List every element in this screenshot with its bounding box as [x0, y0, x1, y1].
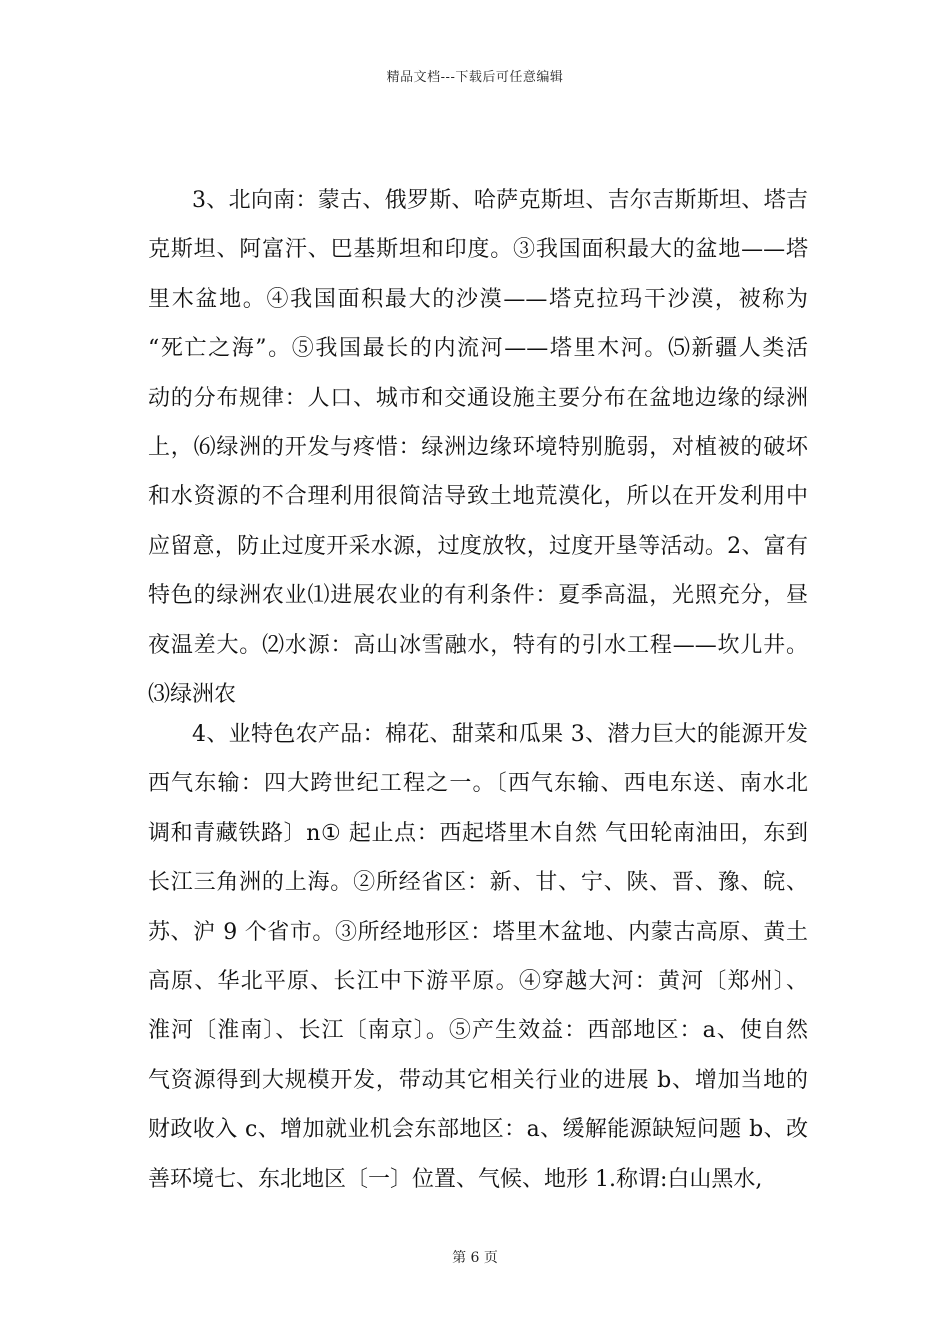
text-line: 3、北向南：蒙古、俄罗斯、哈萨克斯坦、吉尔吉斯斯坦、塔吉	[192, 188, 808, 213]
text-line: 善环境七、东北地区〔一〕位置、气候、地形 1.称谓:白山黑水,	[148, 1166, 763, 1192]
text-line: 应留意，防止过度开采水源，过度放牧，过度开垦等活动。2、富有	[148, 533, 808, 559]
text-line: ⑶绿洲农	[148, 681, 237, 707]
text-line: 淮河〔淮南〕、长江〔南京〕。⑤产生效益：西部地区：a、使自然	[148, 1018, 808, 1044]
text-line: 财政收入 c、增加就业机会东部地区：a、缓解能源缺短问题 b、改	[148, 1117, 808, 1143]
text-line: 气资源得到大规模开发，带动其它相关行业的进展 b、增加当地的	[148, 1067, 808, 1093]
text-line: 苏、沪 9 个省市。③所经地形区：塔里木盆地、内蒙古高原、黄土	[148, 919, 808, 945]
text-line: “死亡之海”。⑤我国最长的内流河——塔里木河。⑸新疆人类活	[148, 336, 808, 362]
text-line: 特色的绿洲农业⑴进展农业的有利条件：夏季高温，光照充分，昼	[148, 583, 808, 609]
text-line: 调和青藏铁路〕n① 起止点：西起塔里木自然 气田轮南油田，东到	[148, 820, 808, 846]
text-line: 里木盆地。④我国面积最大的沙漠——塔克拉玛干沙漠，被称为	[148, 286, 808, 312]
text-line: 西气东输：四大跨世纪工程之一。〔西气东输、西电东送、南水北	[148, 771, 808, 797]
text-line: 克斯坦、阿富汗、巴基斯坦和印度。③我国面积最大的盆地——塔	[148, 237, 808, 263]
text-line: 夜温差大。⑵水源：高山冰雪融水，特有的引水工程——坎儿井。	[148, 632, 808, 658]
text-line: 动的分布规律：人口、城市和交通设施主要分布在盆地边缘的绿洲	[148, 385, 808, 411]
text-line: 高原、华北平原、长江中下游平原。④穿越大河：黄河〔郑州〕、	[148, 968, 808, 994]
paragraph-2	[148, 710, 808, 1204]
text-line: 长江三角洲的上海。②所经省区：新、甘、宁、陕、晋、豫、皖、	[148, 870, 808, 896]
paragraph-1	[148, 176, 808, 719]
page-header: 精品文档---下载后可任意编辑	[386, 70, 564, 85]
text-line: 和水资源的不合理利用很简洁导致土地荒漠化，所以在开发利用中	[148, 484, 808, 510]
page-number: 第 6 页	[452, 1250, 498, 1266]
text-line: 上，⑹绿洲的开发与疼惜：绿洲边缘环境特别脆弱，对植被的破坏	[148, 434, 808, 460]
text-line: 4、业特色农产品：棉花、甜菜和瓜果 3、潜力巨大的能源开发	[192, 722, 808, 747]
